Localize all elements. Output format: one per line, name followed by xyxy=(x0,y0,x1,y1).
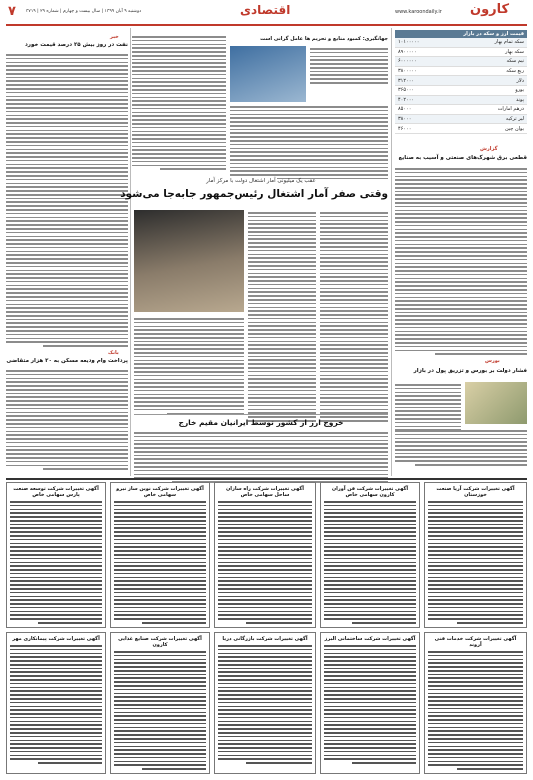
currency-row: ۸۹۰۰۰۰۰ سکه بهار xyxy=(395,48,527,58)
legal-ad: آگهی تغییرات شرکت پیمانکاری مهر xyxy=(6,632,106,774)
main-article-col3 xyxy=(134,318,244,414)
bank-article-body xyxy=(6,370,128,470)
newspaper-logo: کارون xyxy=(470,2,510,17)
second-headline: فشار دولت بر بورس و تزریق پول در بازار xyxy=(413,368,527,374)
second-article-body-cont xyxy=(395,430,527,466)
currency-row: ۸۵۰۰۰ درهم امارات xyxy=(395,105,527,115)
currency-row: ۶۰۰۰۰۰۰ نیم سکه xyxy=(395,57,527,67)
currency-row: ۴۶۰۰۰ یوان چین xyxy=(395,124,527,134)
second-article-body xyxy=(395,384,461,431)
column-divider xyxy=(130,28,131,476)
masthead-divider xyxy=(6,24,527,26)
legal-ad: آگهی تغییرات شرکت نوین ساز نیرو سهامی خاص xyxy=(110,482,210,628)
legal-ad: آگهی تغییرات شرکت صنایع غذایی کارون xyxy=(110,632,210,774)
currency-table-header: قیمت ارز و سکه در بازار xyxy=(395,30,527,38)
top-caption: جهانگیری: کمبود منابع و تحریم ها عامل گرانی است xyxy=(260,36,388,42)
news-section-label: خبر xyxy=(110,34,119,40)
bottom-headline: خروج ارز از کشور توسط ایرانیان مقیم خارج xyxy=(178,418,344,427)
legal-ad: آگهی تغییرات شرکت خدمات فنی آروند xyxy=(424,632,527,774)
main-headline: وقتی صفر آمار اشتغال رئیس‌جمهور جابه‌جا می‌شود xyxy=(120,188,388,200)
currency-row: ۱۰۱۰۰۰۰۰ سکه تمام بهار xyxy=(395,38,527,48)
bank-headline: پرداخت وام ودیعه مسکن به ۲۰ هزار متقاضی xyxy=(6,358,128,364)
legal-ad: آگهی تغییرات شرکت فن آوران کارون سهامی خاص xyxy=(320,482,420,628)
ads-divider xyxy=(6,478,527,480)
currency-row: ۳۸۰۰۰ لیر ترکیه xyxy=(395,115,527,125)
legal-ad: آگهی تغییرات شرکت راه سازان ساحل سهامی خاص xyxy=(214,482,316,628)
site-url[interactable]: www.karoondaily.ir xyxy=(395,9,442,15)
currency-table xyxy=(395,30,527,138)
right-article-body xyxy=(395,168,527,355)
president-photo xyxy=(134,210,244,312)
right-section-label: گزارش xyxy=(480,146,498,152)
dateline: دوشنبه ۹ آبان ۱۳۹۹ | سال بیست و چهارم | شماره ۲۹ | ۳۷۱۹ xyxy=(26,9,142,14)
top-mid-article-body xyxy=(132,36,226,170)
legal-ad: آگهی تغییرات شرکت توسعه صنعت پارس سهامی خاص xyxy=(6,482,106,628)
currency-row: ۳۶۵۰۰۰ یورو xyxy=(395,86,527,96)
second-section-label: بورس xyxy=(485,358,500,364)
news-headline: نفت در روز بیش ۲۵ درصد قیمت خورد xyxy=(24,42,128,48)
legal-ad: آگهی تغییرات شرکت ساختمانی البرز xyxy=(320,632,420,774)
bank-section-label: بانک xyxy=(108,350,119,356)
main-article-col2 xyxy=(320,212,388,422)
bottom-divider xyxy=(134,414,388,415)
speaker-photo xyxy=(230,46,306,102)
news-article-body xyxy=(6,54,128,347)
column-divider xyxy=(391,28,392,476)
legal-ad: آگهی تغییرات شرکت آریا صنعت خوزستان xyxy=(424,482,527,628)
currency-row: ۳۱۲۰۰۰ دلار xyxy=(395,76,527,86)
main-article-col1 xyxy=(248,212,316,422)
currency-row: ۴۰۲۰۰۰ پوند xyxy=(395,96,527,106)
page-number: ۷ xyxy=(8,4,16,19)
bottom-article-body xyxy=(134,432,388,483)
section-title: اقتصادی xyxy=(240,3,291,17)
currency-rows xyxy=(395,38,527,134)
money-photo xyxy=(465,382,527,424)
currency-row: ۳۸۰۰۰۰۰ ربع سکه xyxy=(395,67,527,77)
top-article-body-cont xyxy=(230,106,388,179)
top-article-body xyxy=(310,48,388,84)
masthead xyxy=(0,0,533,26)
legal-ad: آگهی تغییرات شرکت بازرگانی دریا xyxy=(214,632,316,774)
right-headline: قطعی برق شهرک‌های صنعتی و آسیب به صنایع xyxy=(398,155,527,161)
main-kicker: عقب یک میلیونی آمار اشتغال دولت با مرکز آمار xyxy=(206,178,316,184)
